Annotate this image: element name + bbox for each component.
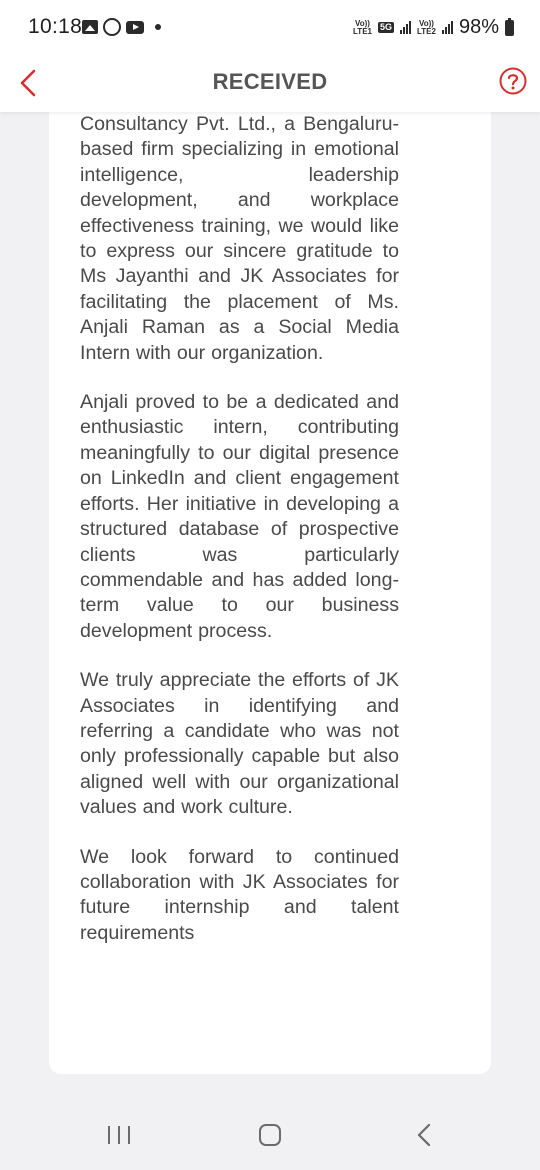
recent-apps-button[interactable] xyxy=(108,1126,130,1146)
network-type-badge: 5G xyxy=(379,22,392,32)
sim2-label: LTE2 xyxy=(417,26,436,36)
battery-percentage: 98% xyxy=(458,16,499,38)
letter-paragraph-2: Anjali proved to be a dedicated and enthusiastic intern, contributing meaningfully to our digital presence on LinkedIn and client engagement efforts. Her initiative in developing a structured database of prospective clients was particularly commendable and has added long-term value to our business development process. xyxy=(80,391,399,642)
volte-sim2-icon xyxy=(417,20,436,36)
back-icon xyxy=(412,1122,438,1148)
volte-label-2: Vo)) xyxy=(419,18,434,28)
letter-paragraph-1: Consultancy Pvt. Ltd., a Bengaluru-based firm specializing in emotional intelligence, leadership development, and workplace effectiveness training, we would like to express our sincere gratitude to Ms Jayanthi and JK Associates for facilitating the placement of Ms. Anjali Raman as a Social Media Intern with our organization. xyxy=(80,113,399,364)
app-header xyxy=(0,56,540,112)
whatsapp-icon xyxy=(103,18,121,36)
more-notifications-dot-icon xyxy=(155,24,161,30)
letter-paragraph-3: We truly appreciate the efforts of JK Associates in identifying and referring a candidate who was not only professionally capable but also aligned well with our organizational values and work culture. xyxy=(80,669,399,819)
question-circle-icon xyxy=(498,66,528,96)
youtube-icon xyxy=(126,21,144,34)
letter-paragraph-4: We look forward to continued collaboration with JK Associates for future internship and talent requirements xyxy=(80,845,399,944)
page-title: RECEIVED xyxy=(212,69,328,94)
help-button[interactable] xyxy=(498,66,528,96)
volte-label: Vo)) xyxy=(355,18,370,28)
gallery-icon xyxy=(82,20,98,34)
navigation-bar xyxy=(0,1100,540,1170)
home-button[interactable] xyxy=(259,1124,281,1146)
signal-sim1-icon xyxy=(400,21,411,34)
letter-body xyxy=(80,112,399,946)
status-time: 10:18 xyxy=(28,15,83,38)
notification-icons xyxy=(82,18,161,36)
nav-back-button[interactable] xyxy=(412,1122,438,1148)
status-bar xyxy=(0,0,540,56)
volte-sim1-icon xyxy=(353,20,372,36)
system-icons xyxy=(353,16,514,39)
battery-icon xyxy=(505,20,514,36)
signal-sim2-icon xyxy=(442,21,453,34)
sim1-label: LTE1 xyxy=(353,26,372,36)
